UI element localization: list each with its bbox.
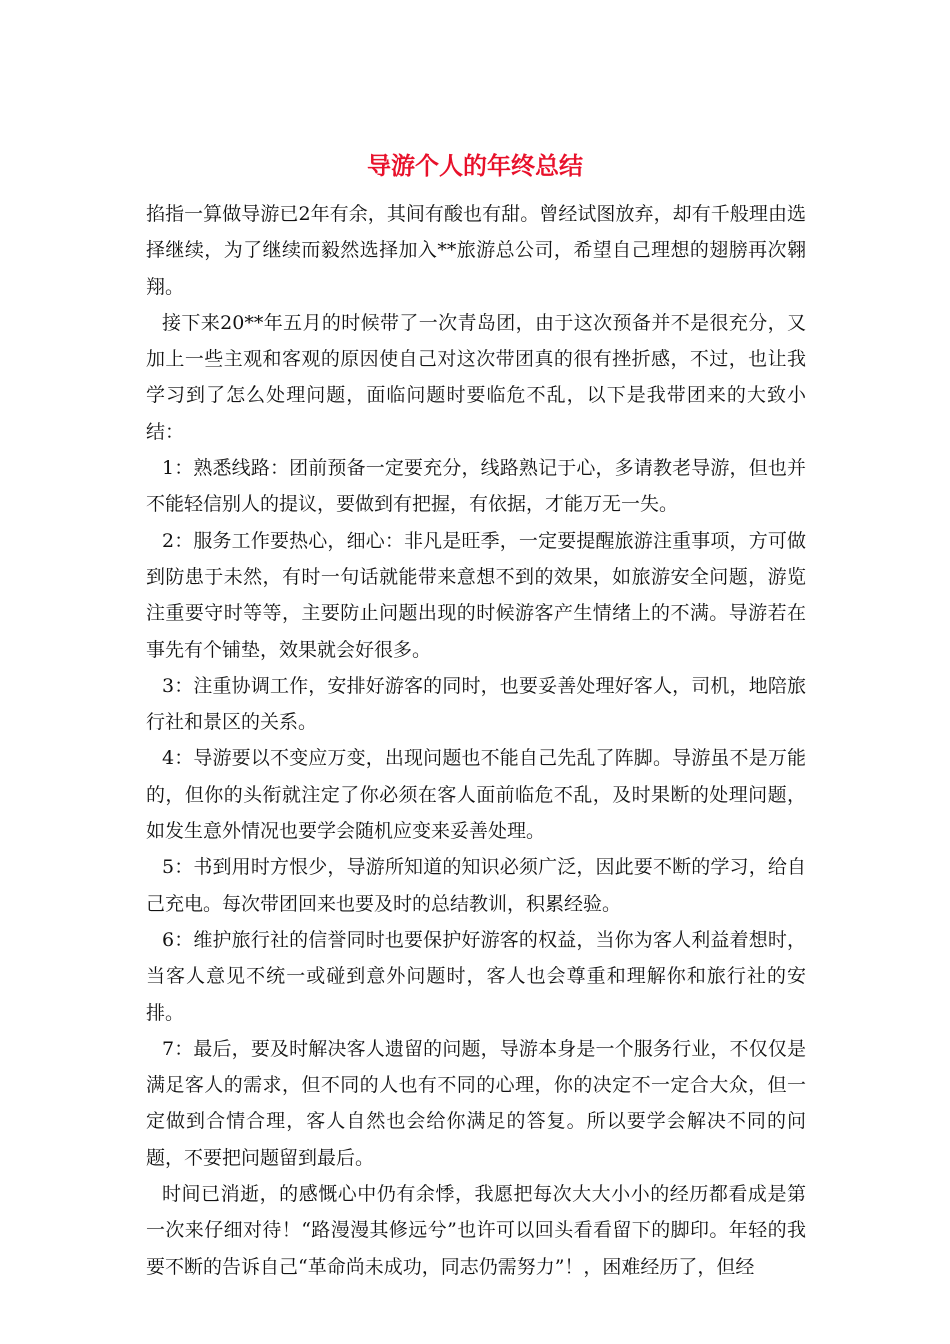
paragraph-conclusion: 时间已消逝，的感慨心中仍有余悸，我愿把每次大大小小的经历都看成是第一次来仔细对待！“路漫漫其修远兮”也许可以回头看看留下的脚印。年轻的我要不断的告诉自己“革命尚未成功，同志仍需努力”！，困难经历了，但经 <box>146 1183 806 1278</box>
paragraph-point-7: 7：最后，要及时解决客人遗留的问题，导游本身是一个服务行业，不仅仅是满足客人的需求，但不同的人也有不同的心理，你的决定不一定合大众，但一定做到合情合理，客人自然也会给你满足的答复。所以要学会解决不同的问题，不要把问题留到最后。 <box>146 1037 806 1169</box>
document-title: 导游个人的年终总结 <box>367 152 583 180</box>
paragraph-qingdao-trip: 接下来20**年五月的时候带了一次青岛团，由于这次预备并不是很充分，又加上一些主观和客观的原因使自己对这次带团真的很有挫折感，不过，也让我学习到了怎么处理问题，面临问题时要临危不乱，以下是我带团来的大致小结： <box>146 311 806 443</box>
paragraph-point-4: 4：导游要以不变应万变，出现问题也不能自己先乱了阵脚。导游虽不是万能的，但你的头衔就注定了你必须在客人面前临危不乱，及时果断的处理问题，如发生意外情况也要学会随机应变来妥善处理。 <box>146 747 806 843</box>
paragraph-point-2: 2：服务工作要热心，细心：非凡是旺季，一定要提醒旅游注重事项，方可做到防患于未然，有时一句话就能带来意想不到的效果，如旅游安全问题，游览注重要守时等等，主要防止问题出现的时候游客产生情绪上的不满。导游若在事先有个铺垫，效果就会好很多。 <box>146 529 806 661</box>
paragraph-intro: 掐指一算做导游已2年有余，其间有酸也有甜。曾经试图放弃，却有千般理由选择继续，为了继续而毅然选择加入**旅游总公司，希望自己理想的翅膀再次翱翔。 <box>146 203 806 298</box>
paragraph-point-1: 1：熟悉线路：团前预备一定要充分，线路熟记于心，多请教老导游，但也并不能轻信别人的提议，要做到有把握，有依据，才能万无一失。 <box>146 457 806 516</box>
paragraph-point-5: 5：书到用时方恨少，导游所知道的知识必须广泛，因此要不断的学习，给自己充电。每次带团回来也要及时的总结教训，积累经验。 <box>146 856 806 915</box>
paragraph-point-6: 6：维护旅行社的信誉同时也要保护好游客的权益，当你为客人利益着想时，当客人意见不统一或碰到意外问题时，客人也会尊重和理解你和旅行社的安排。 <box>146 928 806 1024</box>
paragraph-point-3: 3：注重协调工作，安排好游客的同时，也要妥善处理好客人，司机，地陪旅行社和景区的关系。 <box>146 674 806 734</box>
document-body <box>146 196 806 1285</box>
